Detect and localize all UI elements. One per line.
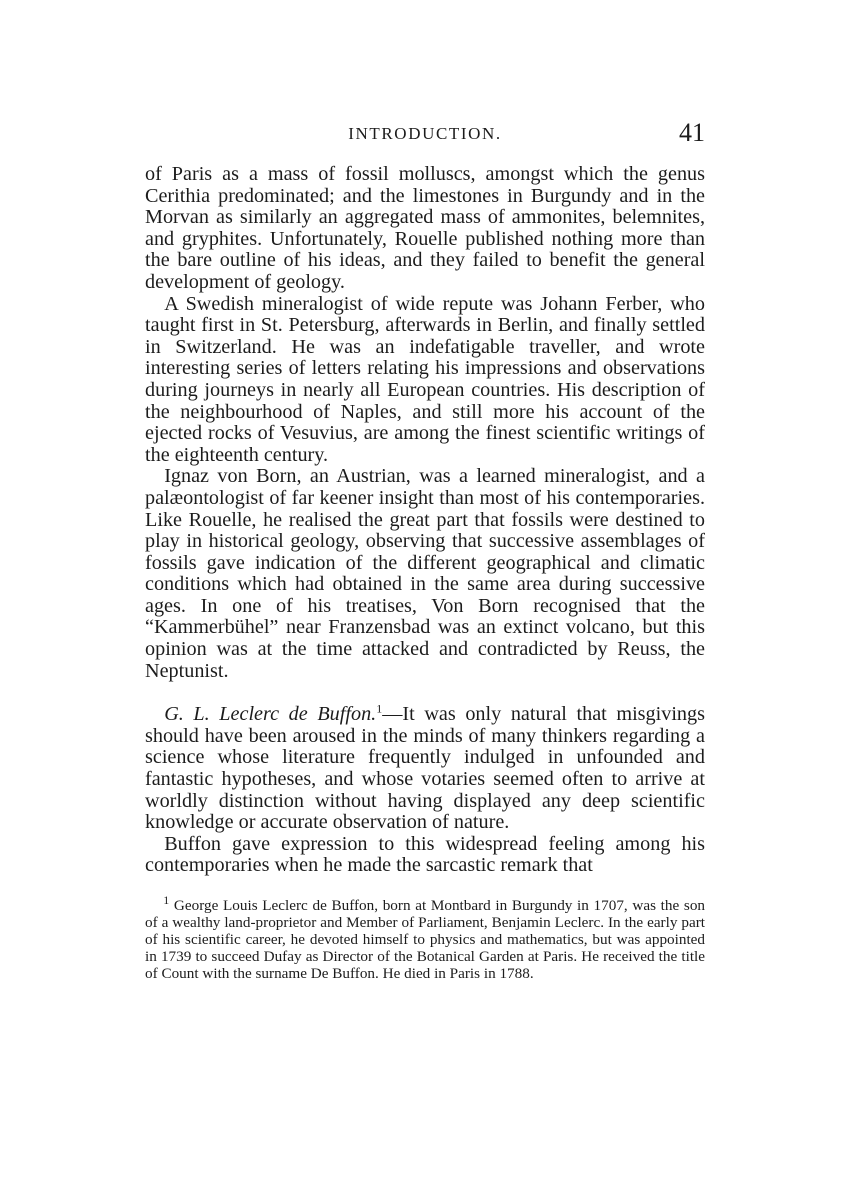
paragraph-von-born: Ignaz von Born, an Austrian, was a learned mineralogist, and a palæontologist of far keener insight than most of his contemporaries. Like Rouelle, he realised the great part that fossils were destined to play in historical geology, observing that successive assemblages of fossils gave indication of the different geographical and climatic conditions which had obtained in the same area during successive ages. In one of his treatises, Von Born recognised that the “Kammerbühel” near Franzensbad was an extinct volcano, but this opinion was at the time attacked and contradicted by Reuss, the Neptunist. xyxy=(145,465,705,682)
page-number: 41 xyxy=(679,118,705,147)
footnote-marker: 1 xyxy=(163,892,170,907)
footnote-text: George Louis Leclerc de Buffon, born at Montbard in Burgundy in 1707, was the son of a wealthy land-proprietor and Member of Parliament, Benjamin Leclerc. In the early part of his scientific career, he devoted himself to physics and mathematics, but was appointed in 1739 to succeed Dufay as Director of the Botanical Garden at Paris. He received the title of Count with the surname De Buffon. He died in Paris in 1788. xyxy=(145,897,706,982)
running-head xyxy=(145,118,705,164)
section-heading-buffon: G. L. Leclerc de Buffon. xyxy=(164,703,377,726)
footnote-reference: 1 xyxy=(376,701,383,716)
paragraph-rouelle-continued: of Paris as a mass of fossil molluscs, amongst which the genus Cerithia predominated; and the limestones in Burgundy and in the Morvan as similarly an aggregated mass of ammonites, belemnites, and gryphites. Unfortunately, Rouelle published nothing more than the bare outline of his ideas, and they failed to benefit the general development of geology. xyxy=(145,163,705,293)
section-opening-text: —It was only natural that misgivings should have been aroused in the minds of many thinkers regarding a science whose literature frequently indulged in unfounded and fantastic hypotheses, and whose votaries seemed often to arrive at worldly distinction without having displayed any deep scientific knowledge or accurate observation of nature. xyxy=(145,703,705,834)
footnote xyxy=(145,892,706,982)
paragraph-buffon-section xyxy=(145,701,705,834)
paragraph-ferber: A Swedish mineralogist of wide repute was Johann Ferber, who taught first in St. Petersburg, afterwards in Berlin, and finally settled in Switzerland. He was an indefatigable traveller, and wrote interesting series of letters relating his impressions and observations during journeys in nearly all European countries. His description of the neighbourhood of Naples, and still more his account of the ejected rocks of Vesuvius, are among the finest scientific writings of the eighteenth century. xyxy=(145,292,705,466)
book-page xyxy=(145,118,705,982)
body-text xyxy=(145,164,705,877)
running-head-title: INTRODUCTION. xyxy=(348,124,502,143)
paragraph-buffon-remark: Buffon gave expression to this widespread feeling among his contemporaries when he made the sarcastic remark that xyxy=(145,832,705,877)
